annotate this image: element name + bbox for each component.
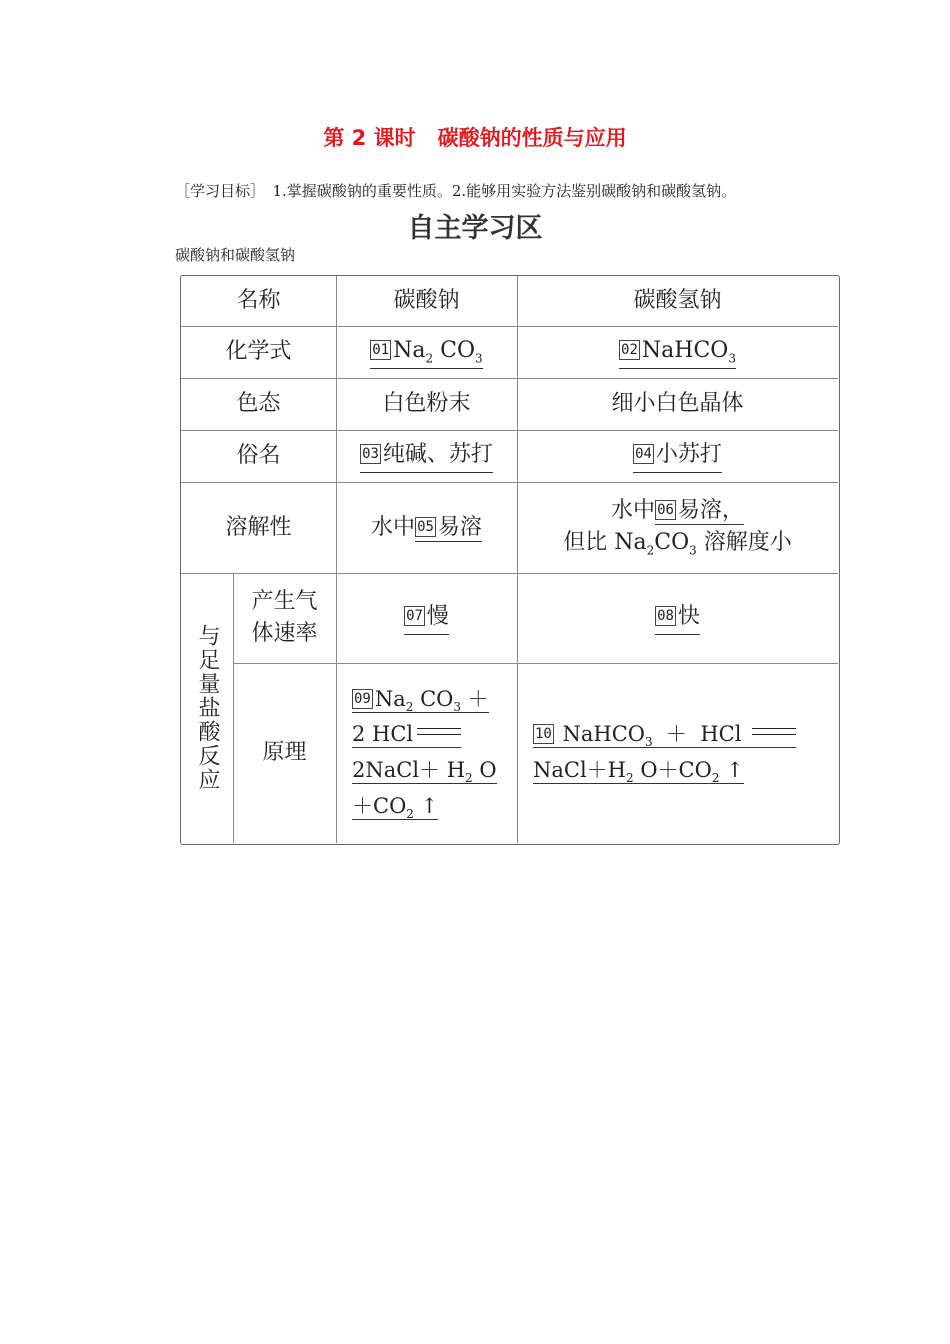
- row-label-solubility: 溶解性: [225, 514, 292, 540]
- gas-rate-value: 慢: [426, 604, 449, 630]
- row-label-common-name: 俗名: [236, 443, 281, 469]
- blank-number: 10: [535, 726, 552, 743]
- row-label-gas-rate: 产生气体速率: [251, 589, 318, 646]
- formula-na2co3: 01 $Na_2$ $CO_3$: [336, 326, 517, 378]
- lesson-topic: 碳酸钠的性质与应用: [437, 126, 627, 150]
- header-sodium-bicarbonate: 碳酸氢钠: [633, 288, 722, 314]
- common-name-nahco3: [517, 430, 838, 482]
- common-name-na2co3: [336, 430, 517, 482]
- formula-nahco3: 02 NaHCO$_3$: [517, 326, 838, 378]
- table-subheading: 碳酸钠和碳酸氢钠: [175, 246, 296, 264]
- blank-number: 08: [657, 608, 674, 625]
- solubility-prefix: 水中: [611, 498, 656, 524]
- header-sodium-carbonate: 碳酸钠: [393, 288, 460, 314]
- blank-number: 01: [372, 341, 390, 358]
- row-label-formula: 化学式: [225, 339, 292, 365]
- blank-number: 03: [362, 446, 379, 463]
- solubility-nahco3: [517, 482, 838, 573]
- solubility-value: 易溶，: [677, 498, 744, 524]
- lesson-title: [0, 122, 950, 152]
- solubility-value: 易溶: [437, 514, 482, 540]
- blank-number: 04: [635, 446, 652, 463]
- common-name-value: 纯碱、苏打: [382, 442, 493, 468]
- solubility-comparison: 但比 $Na_2CO_3$ 溶解度小: [563, 530, 792, 558]
- blank-number: 02: [621, 341, 638, 358]
- row-label-appearance: 色态: [236, 391, 281, 417]
- solubility-prefix: 水中: [371, 514, 416, 540]
- blank-number: 07: [406, 608, 423, 625]
- common-name-value: 小苏打: [655, 442, 722, 468]
- appearance-nahco3: 细小白色晶体: [611, 391, 744, 417]
- blank-number: 05: [417, 518, 434, 535]
- appearance-na2co3: 白色粉末: [382, 391, 471, 417]
- solubility-compare-pre: 但比 Na: [563, 530, 647, 556]
- blank-number: 09: [354, 690, 371, 707]
- row-group-label-reaction: [181, 573, 233, 843]
- equation-nahco3: 10 NaHCO$_3$ ＋ HCl $NaCl+H_2$ $O+CO_2$ ↑: [517, 663, 838, 843]
- gas-rate-value: 快: [677, 604, 700, 630]
- lesson-number: 第 2 课时: [323, 126, 416, 150]
- comparison-table: [180, 275, 840, 845]
- equation-na2co3: 09 $Na_2$ $CO_3$ ＋ 2 HCl 2NaCl＋ $H_2$ O $+CO_2$ ↑: [352, 686, 497, 821]
- section-heading: 自主学习区: [407, 213, 543, 244]
- learning-objectives: ［学习目标］ 1.掌握碳酸钠的重要性质。2.能够用实验方法鉴别碳酸钠和碳酸氢钠。: [175, 182, 737, 200]
- reaction-group-text: 与足量盐酸反应: [194, 624, 220, 792]
- row-label-principle: 原理: [262, 740, 307, 766]
- header-name: 名称: [236, 288, 281, 314]
- solubility-na2co3: [336, 482, 517, 573]
- gas-rate-nahco3: [517, 573, 838, 663]
- blank-number: 06: [657, 502, 674, 519]
- gas-rate-na2co3: [336, 573, 517, 663]
- solubility-compare-post: 溶解度小: [696, 530, 792, 556]
